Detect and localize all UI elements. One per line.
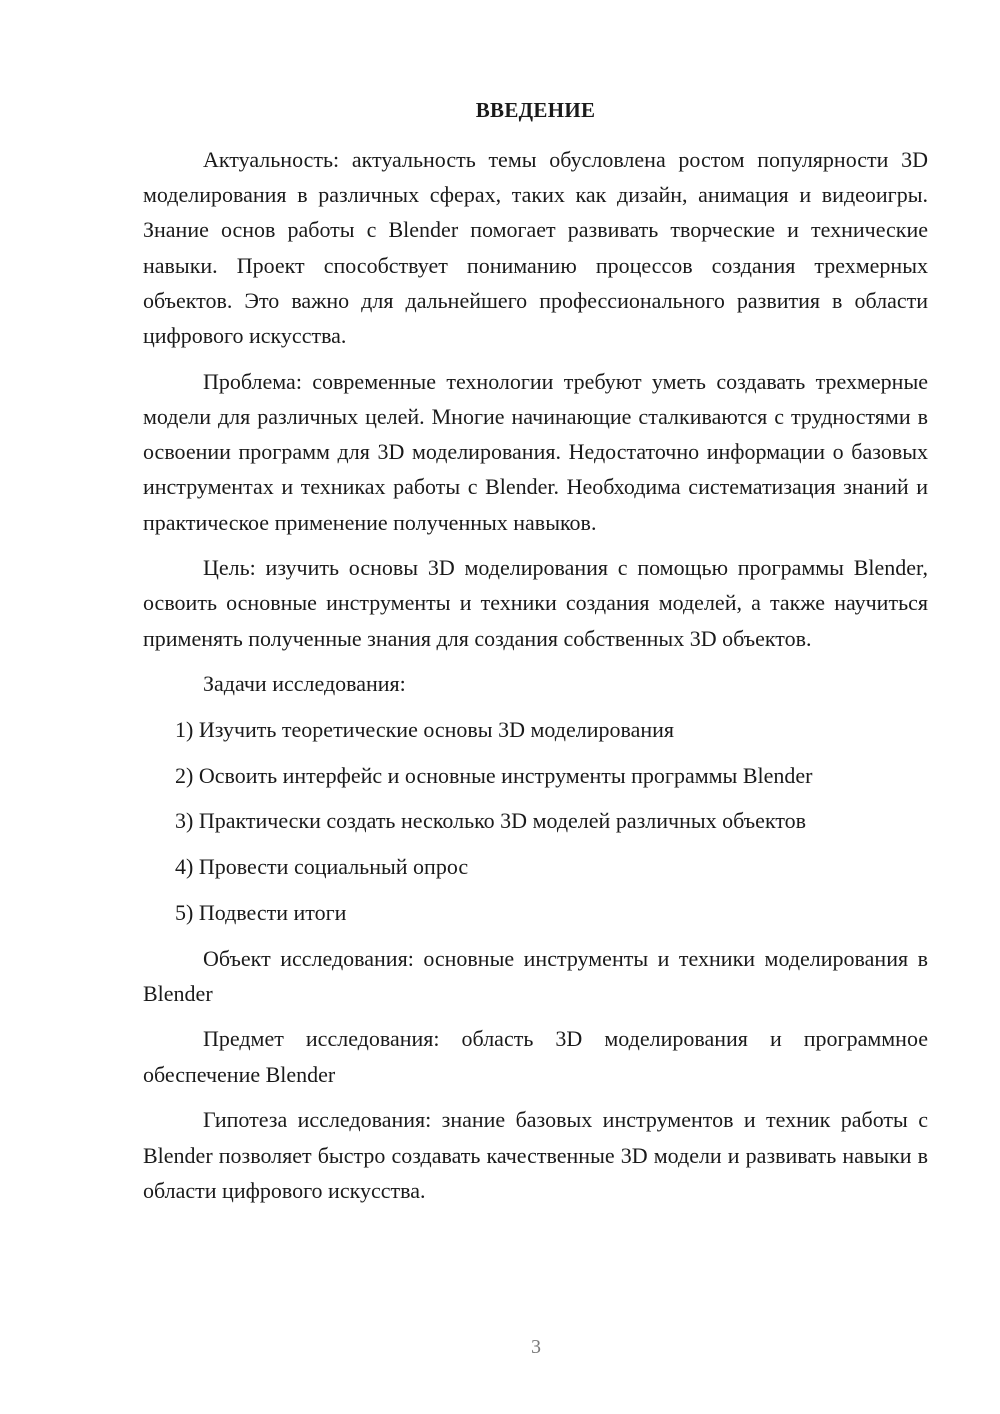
page-title: ВВЕДЕНИЕ [475,98,596,122]
tasks-list [143,712,928,930]
subject-paragraph: Предмет исследования: область 3D моделирования и программное обеспечение Blender [143,1026,928,1087]
list-item: 4) Провести социальный опрос [175,854,469,880]
goal-paragraph: Цель: изучить основы 3D моделирования с помощью программы Blender, освоить основные инструменты и техники создания моделей, а также научиться применять полученные знания для создания собственных 3D объектов. [143,555,928,651]
problem-paragraph: Проблема: современные технологии требуют уметь создавать трехмерные модели для различных целей. Многие начинающие сталкиваются с трудностями в освоении программ для 3D моделирования. Недостаточно информации о базовых инструментах и техниках работы с Blender. Необходима систематизация знаний и практическое применение полученных навыков. [143,368,928,535]
list-item: 3) Практически создать несколько 3D моделей различных объектов [175,808,807,834]
object-paragraph: Объект исследования: основные инструменты и техники моделирования в Blender [143,945,928,1006]
document-body [143,142,928,1218]
list-item: 1) Изучить теоретические основы 3D моделирования [175,717,674,743]
relevance-paragraph: Актуальность: актуальность темы обусловлена ростом популярности 3D моделирования в различных сферах, таких как дизайн, анимация и видеоигры. Знание основ работы с Blender помогает развивать творческие и технические навыки. Проект способствует пониманию процессов создания трехмерных объектов. Это важно для дальнейшего профессионального развития в области цифрового искусства. [143,147,928,349]
list-item: 2) Освоить интерфейс и основные инструменты программы Blender [175,762,813,788]
page-number: 3 [531,1336,541,1358]
hypothesis-paragraph: Гипотеза исследования: знание базовых инструментов и техник работы с Blender позволяет быстро создавать качественные 3D модели и развивать навыки в области цифрового искусства. [143,1107,928,1203]
list-item: 5) Подвести итоги [175,899,347,925]
tasks-intro: Задачи исследования: [203,671,406,697]
